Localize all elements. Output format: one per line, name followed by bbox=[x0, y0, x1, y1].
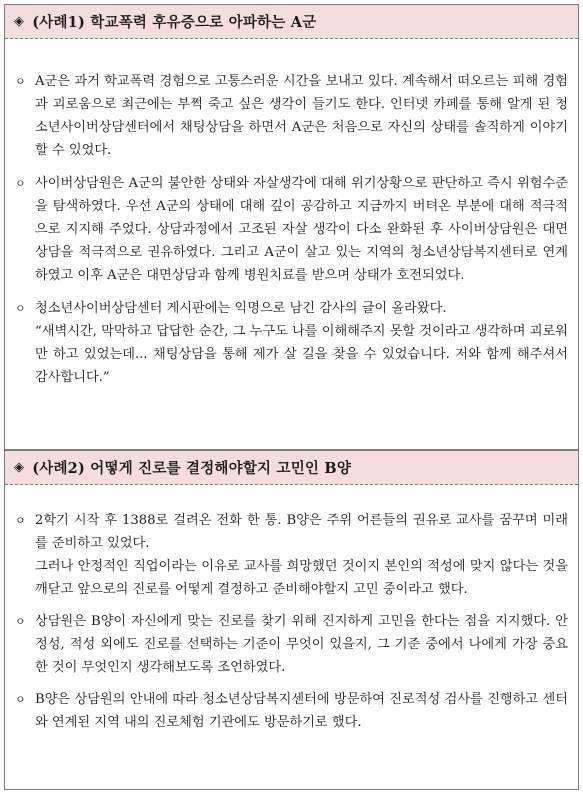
case1-item-1 bbox=[15, 70, 568, 162]
case1-header bbox=[5, 5, 578, 39]
case2-box bbox=[4, 450, 579, 790]
paragraph: 청소년사이버상담센터 게시판에는 익명으로 남긴 감사의 글이 올라왔다. bbox=[35, 301, 447, 316]
bullet-icon: ㅇ bbox=[15, 177, 26, 190]
diamond-marker-icon: ◈ bbox=[14, 460, 25, 475]
case2-title: (사례2) 어떻게 진로를 결정해야할지 고민인 B양 bbox=[32, 460, 352, 477]
paragraph: 상담원은 B양이 자신에게 맞는 진로를 찾기 위해 진지하게 고민을 한다는 점을 지지했다. 안정성, 적성 외에도 진로를 선택하는 기준이 무엇이 있을지, 그 기준 중에서 나에게 가장 중요한 것이 무엇인지 생각해보도록 조언하였다. bbox=[35, 614, 568, 675]
bullet-icon: ㅇ bbox=[15, 514, 26, 527]
paragraph: 2학기 시작 후 1388로 걸려온 전화 한 통. B양은 주위 어른들의 권유로 교사를 꿈꾸며 미래를 준비하고 있었다. bbox=[35, 513, 568, 551]
case1-title: (사례1) 학교폭력 후유증으로 아파하는 A군 bbox=[32, 14, 317, 31]
case1-item-3 bbox=[15, 297, 568, 389]
bullet-icon: ㅇ bbox=[15, 615, 26, 628]
paragraph: 사이버상담원은 A군의 불안한 상태와 자살생각에 대해 위기상황으로 판단하고 즉시 위험수준을 탐색하였다. 우선 A군의 상태에 대해 깊이 공감하고 지금까지 버텨온 부분에 대해 적극적으로 지지해 주었다. 상담과정에서 고조된 자살 생각이 다소 완화된 후 사이버상담원은 대면상담을 적극적으로 권유하였다. 그리고 A군이 살고 있는 지역의 청소년상담복지센터로 연계하였고 이후 A군은 대면상담과 함께 병원치료를 받으며 상태가 호전되었다. bbox=[35, 176, 568, 283]
bullet-icon: ㅇ bbox=[15, 302, 26, 315]
case2-item-3 bbox=[15, 688, 568, 734]
case1-box bbox=[4, 4, 579, 450]
case2-item-2 bbox=[15, 610, 568, 679]
bullet-icon: ㅇ bbox=[15, 75, 26, 88]
quote: “새벽시간, 막막하고 답답한 순간, 그 누구도 나를 이해해주지 못할 것이라고 생각하며 괴로워만 하고 있었는데... 채팅상담을 통해 제가 살 길을 찾을 수 있었습니다. 저와 함께 해주셔서 감사합니다.” bbox=[35, 324, 568, 385]
diamond-marker-icon: ◈ bbox=[14, 14, 25, 29]
paragraph: B양은 상담원의 안내에 따라 청소년상담복지센터에 방문하여 진로적성 검사를 진행하고 센터와 연계된 지역 내의 진로체험 기관에도 방문하기로 했다. bbox=[35, 692, 568, 730]
paragraph: 그러나 안정적인 직업이라는 이유로 교사를 희망했던 것이지 본인의 적성에 맞지 않다는 것을 깨닫고 앞으로의 진로를 어떻게 결정하고 준비해야할지 고민 중이라고 했다. bbox=[35, 559, 568, 597]
case2-header bbox=[5, 451, 578, 485]
case2-item-1 bbox=[15, 509, 568, 601]
case1-item-2 bbox=[15, 172, 568, 287]
paragraph: A군은 과거 학교폭력 경험으로 고통스러운 시간을 보내고 있다. 계속해서 떠오르는 피해 경험과 괴로움으로 최근에는 부쩍 죽고 싶은 생각이 들기도 한다. 인터넷 카페를 통해 알게 된 청소년사이버상담센터에서 채팅상담을 하면서 A군은 처음으로 자신의 상태를 솔직하게 이야기할 수 있었다. bbox=[35, 74, 568, 158]
bullet-icon: ㅇ bbox=[15, 693, 26, 706]
